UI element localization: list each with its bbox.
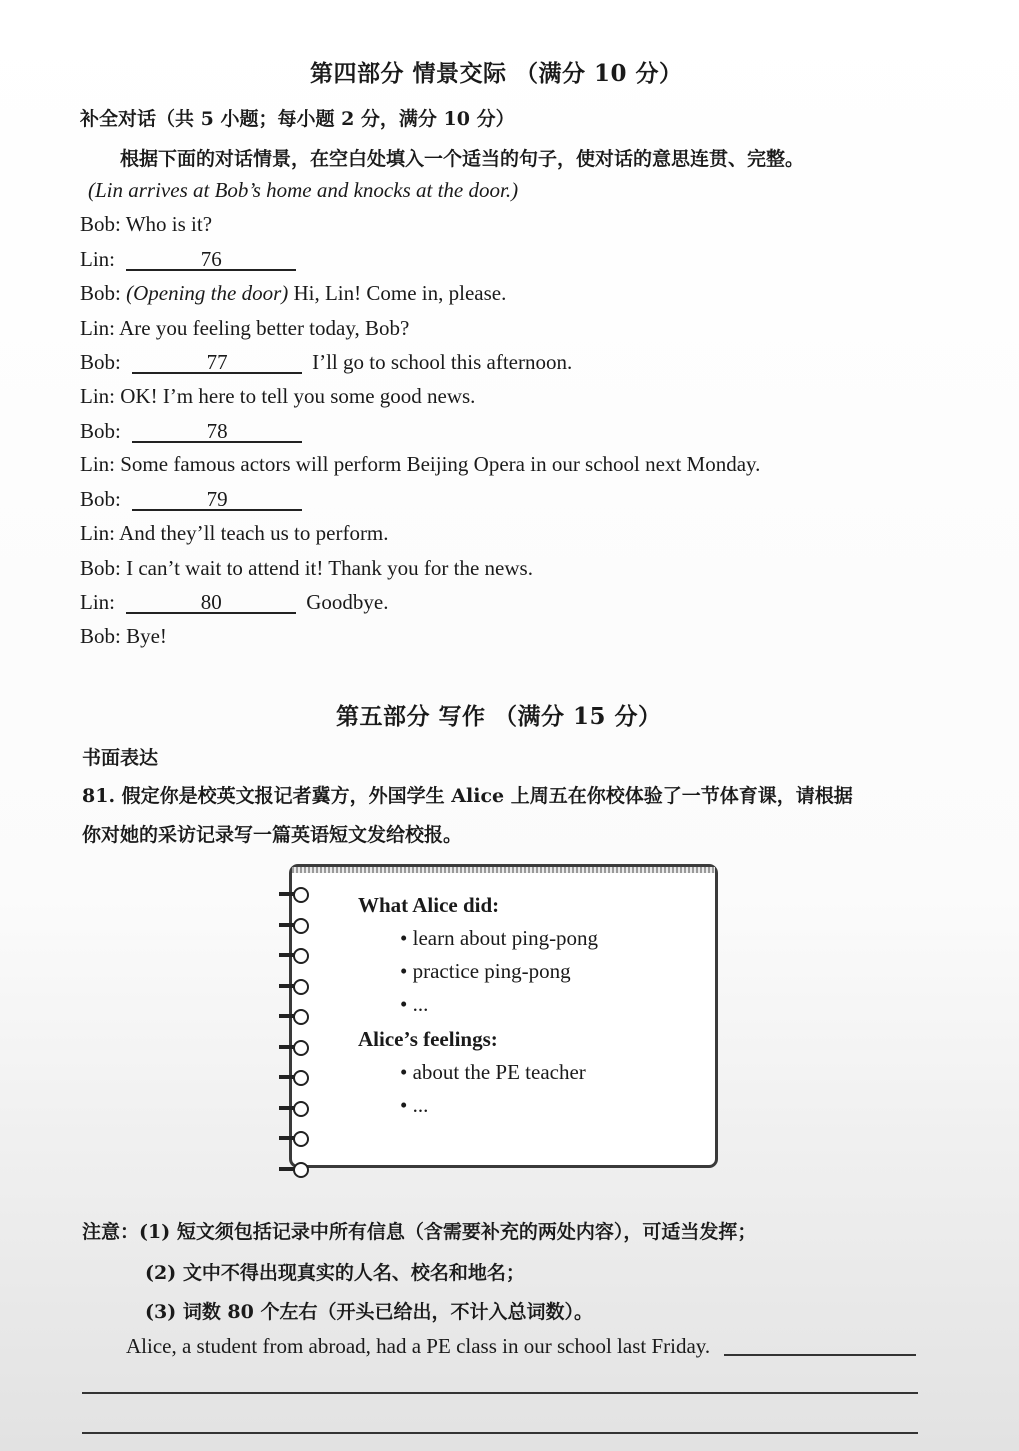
notebook-heading-feelings: Alice’s feelings: [358,1027,498,1051]
stage-direction: (Opening the door) [126,281,289,305]
dialogue-text: I can’t wait to attend it! Thank you for the news. [126,556,533,580]
notebook-item: • learn about ping-pong [400,926,599,950]
speaker-label: Bob: [80,212,121,236]
speaker-label: Bob: [80,281,121,305]
speaker-label: Lin: [80,247,115,271]
spiral-ring [279,948,307,962]
dialogue-line [80,452,760,477]
speaker-label: Bob: [80,624,121,648]
notes-item-2: (2) 文中不得出现真实的人名、校名和地名； [145,1262,525,1284]
answer-blank-77[interactable] [132,352,302,374]
notebook-item-text: ... [412,1093,429,1117]
dialogue-line [80,316,409,341]
essay-opening: Alice, a student from abroad, had a PE class in our school last Friday. [126,1334,711,1358]
notebook-item: • ... [400,992,429,1016]
spiral-ring [279,1131,307,1145]
speaker-label: Bob: [80,419,121,443]
dialogue-scene: (Lin arrives at Bob’s home and knocks at the door.) [88,178,519,202]
interview-notebook [289,864,718,1168]
dialogue-text: I’ll go to school this afternoon. [312,350,573,374]
dialogue-line [80,212,212,237]
speaker-label: Lin: [80,384,115,408]
speaker-label: Lin: [80,316,115,340]
notes-label: 注意： [82,1221,140,1243]
dialogue-text: Goodbye. [306,590,389,614]
dialogue-text: OK! I’m here to tell you some good news. [120,384,476,408]
speaker-label: Bob: [80,350,121,374]
part4-instruction: 根据下面的对话情景，在空白处填入一个适当的句子，使对话的意思连贯、完整。 [120,148,805,170]
notebook-item: • about the PE teacher [400,1060,586,1084]
part4-subtitle: 补全对话（共 5 小题；每小题 2 分，满分 10 分） [80,108,515,130]
dialogue-text: Who is it? [125,212,213,236]
writing-prompt-line2: 你对她的采访记录写一篇英语短文发给校报。 [82,824,463,846]
dialogue-line [80,247,306,272]
answer-blank-80[interactable] [126,592,296,614]
writing-line[interactable] [82,1432,918,1434]
spiral-ring [279,1070,307,1084]
blank-number: 79 [206,487,228,511]
part5-subtitle: 书面表达 [82,747,159,769]
dialogue-line [80,350,572,375]
spiral-ring [279,887,307,901]
speaker-label: Lin: [80,590,115,614]
answer-blank-78[interactable] [132,421,302,443]
notebook-item: • ... [400,1093,429,1117]
dialogue-line [80,556,533,581]
answer-blank-76[interactable] [126,249,296,271]
blank-number: 76 [200,247,222,271]
speaker-label: Bob: [80,556,121,580]
notebook-item-text: about the PE teacher [412,1060,586,1084]
writing-line[interactable] [82,1392,918,1394]
dialogue-text: Some famous actors will perform Beijing Opera in our school next Monday. [120,452,761,476]
spiral-ring [279,979,307,993]
speaker-label: Lin: [80,452,115,476]
dialogue-line [80,624,167,649]
dialogue-line [80,419,312,444]
writing-prompt-line1: 81. 假定你是校英文报记者冀方，外国学生 Alice 上周五在你校体验了一节体育课，请根据 [82,785,853,807]
dialogue-text: Are you feeling better today, Bob? [119,316,410,340]
spiral-ring [279,1162,307,1176]
spiral-ring [279,1040,307,1054]
spiral-ring [279,1101,307,1115]
dialogue-text: Hi, Lin! Come in, please. [288,281,507,305]
spiral-ring [279,1009,307,1023]
notebook-heading-did: What Alice did: [358,893,500,917]
spiral-ring [279,918,307,932]
dialogue-text: Bye! [126,624,167,648]
notebook-item-text: ... [412,992,429,1016]
part4-title: 第四部分 情景交际 （满分 10 分） [310,60,683,87]
dialogue-line [80,281,506,306]
notes-text-1: (1) 短文须包括记录中所有信息（含需要补充的两处内容），可适当发挥； [139,1221,757,1243]
dialogue-line [80,521,389,546]
notes-item-1 [82,1217,756,1244]
dialogue-line [80,384,475,409]
blank-number: 77 [206,350,228,374]
speaker-label: Bob: [80,487,121,511]
blank-number: 80 [200,590,222,614]
notes-item-3: (3) 词数 80 个左右（开头已给出，不计入总词数）。 [145,1301,593,1323]
writing-line[interactable] [724,1354,916,1356]
part5-title: 第五部分 写作 （满分 15 分） [336,703,662,730]
speaker-label: Lin: [80,521,115,545]
notebook-item-text: practice ping-pong [412,959,571,983]
blank-number: 78 [206,419,228,443]
dialogue-line [80,487,312,512]
notebook-item-text: learn about ping-pong [412,926,599,950]
answer-blank-79[interactable] [132,489,302,511]
notebook-top-edge [292,867,715,873]
dialogue-text: And they’ll teach us to perform. [119,521,389,545]
dialogue-line [80,590,389,615]
notebook-item: • practice ping-pong [400,959,571,983]
